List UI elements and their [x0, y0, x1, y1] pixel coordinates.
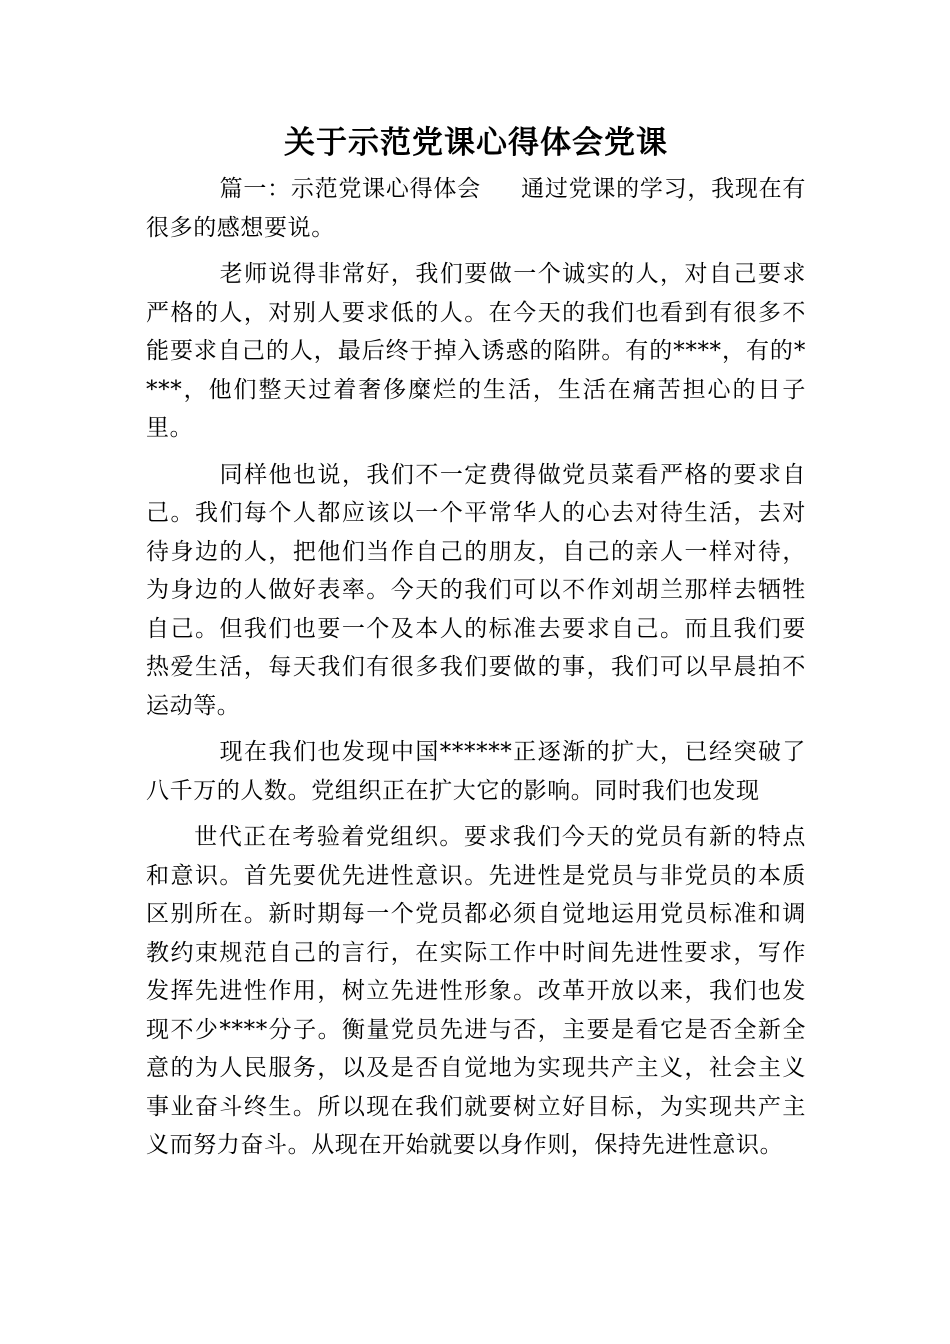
body-paragraph-1: 老师说得非常好，我们要做一个诚实的人，对自己要求严格的人，对别人要求低的人。在今天的我们也看到有很多不能要求自己的人，最后终于掉入诱惑的陷阱。有的****，有的****，他们整天过着奢侈糜烂的生活，生活在痛苦担心的日子里。 — [146, 261, 806, 441]
body-paragraph-3: 现在我们也发现中国******正逐渐的扩大，已经突破了八千万的人数。党组织正在扩大它的影响。同时我们也发现 — [146, 739, 806, 804]
intro-text: 通过党课的学习，我现在有很多的感想要说。 — [146, 176, 806, 241]
document-page — [146, 118, 806, 1165]
intro-paragraph — [146, 170, 806, 247]
body-paragraph-2: 同样他也说，我们不一定费得做党员菜看严格的要求自己。我们每个人都应该以一个平常华人的心去对待生活，去对待身边的人，把他们当作自己的朋友，自己的亲人一样对待，为身边的人做好表率。今天的我们可以不作刘胡兰那样去牺牲自己。但我们也要一个及本人的标准去要求自己。而且我们要热爱生活，每天我们有很多我们要做的事，我们可以早晨拍不运动等。 — [146, 461, 806, 719]
document-title: 关于示范党课心得体会党课 — [284, 125, 668, 161]
body-paragraph-4: 世代正在考验着党组织。要求我们今天的党员有新的特点和意识。首先要优先进性意识。先进性是党员与非党员的本质区别所在。新时期每一个党员都必须自觉地运用党员标准和调教约束规范自己的言行，在实际工作中时间先进性要求，写作发挥先进性作用，树立先进性形象。改革开放以来，我们也发现不少****分子。衡量党员先进与否，主要是看它是否全新全意的为人民服务，以及是否自觉地为实现共产主义，社会主义事业奋斗终生。所以现在我们就要树立好目标，为实现共产主义而努力奋斗。从现在开始就要以身作则，保持先进性意识。 — [146, 824, 806, 1158]
intro-label: 篇一：示范党课心得体会 — [219, 176, 481, 202]
